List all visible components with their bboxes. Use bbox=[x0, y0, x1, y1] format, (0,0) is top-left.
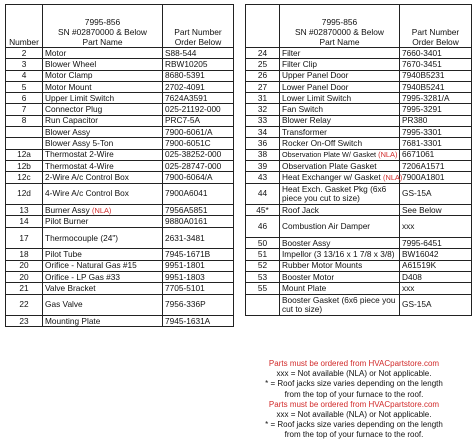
item-number: 25 bbox=[246, 59, 280, 70]
model-number: 7995-856 bbox=[84, 17, 121, 27]
item-number: 2 bbox=[6, 48, 43, 59]
left-parts-body bbox=[6, 5, 234, 327]
part-name-text: Upper Panel Door bbox=[282, 70, 349, 81]
part-number: 7940B5231 bbox=[400, 70, 472, 81]
part-name-text: Orifice - Natural Gas #15 bbox=[45, 260, 137, 271]
part-number: See Below bbox=[400, 205, 472, 216]
item-number: 12d bbox=[6, 183, 43, 205]
part-number: 6671061 bbox=[400, 149, 472, 160]
part-name-text: Upper Limit Switch bbox=[45, 92, 115, 103]
right-parts-body bbox=[246, 5, 472, 316]
part-name bbox=[43, 104, 163, 115]
part-name bbox=[43, 271, 163, 282]
part-name bbox=[43, 59, 163, 70]
part-name-text: Blower Assy 5-Ton bbox=[45, 138, 114, 149]
table-row bbox=[6, 48, 234, 59]
part-name bbox=[43, 294, 163, 316]
part-name bbox=[280, 294, 400, 316]
item-number: 44 bbox=[246, 183, 280, 205]
part-number: xxx bbox=[400, 216, 472, 238]
part-name-text: Heat Exchanger w/ Gasket bbox=[282, 171, 381, 182]
part-name bbox=[280, 138, 400, 149]
part-name bbox=[280, 249, 400, 260]
table-row bbox=[6, 260, 234, 271]
part-name-text: Fan Switch bbox=[282, 104, 324, 115]
part-number: 7206A1571 bbox=[400, 160, 472, 171]
part-name bbox=[43, 127, 163, 138]
part-number: RBW10205 bbox=[163, 59, 234, 70]
part-name bbox=[280, 183, 400, 205]
left-header-number bbox=[6, 5, 43, 48]
part-name bbox=[280, 205, 400, 216]
table-row bbox=[6, 227, 234, 249]
table-row bbox=[6, 205, 234, 216]
part-name-text: Mount Plate bbox=[282, 282, 327, 293]
part-name bbox=[43, 115, 163, 126]
model-number: 7995-856 bbox=[321, 17, 358, 27]
part-name-text: Impellor (3 13/16 x 1 7/8 x 3/8) bbox=[282, 248, 395, 259]
table-row bbox=[246, 160, 472, 171]
part-name bbox=[280, 149, 400, 160]
part-name-header: Part Name bbox=[319, 37, 360, 47]
table-row bbox=[6, 127, 234, 138]
nla-note: (NLA) bbox=[383, 172, 403, 182]
part-number: GS-15A bbox=[400, 183, 472, 205]
left-header-part-number bbox=[163, 5, 234, 48]
footer-roofjack-note: * = Roof jacks size varies depending on the length bbox=[265, 420, 443, 430]
part-name-text: Valve Bracket bbox=[45, 282, 96, 293]
part-name-text: Orifice - LP Gas #33 bbox=[45, 271, 121, 282]
item-number: 20 bbox=[6, 271, 43, 282]
part-number: 9951-1801 bbox=[163, 260, 234, 271]
part-number: 2631-3481 bbox=[163, 227, 234, 249]
footer-nla-note: xxx = Not available (NLA) or Not applicable. bbox=[276, 410, 432, 420]
part-name-text: Lower Limit Switch bbox=[282, 92, 352, 103]
table-row bbox=[246, 149, 472, 160]
part-name-text: Thermostat 4-Wire bbox=[45, 160, 114, 171]
table-row bbox=[246, 271, 472, 282]
part-number: 7900A1801 bbox=[400, 172, 472, 183]
item-number: 3 bbox=[6, 59, 43, 70]
part-number: 7670-3451 bbox=[400, 59, 472, 70]
part-name bbox=[280, 115, 400, 126]
item-number: 14 bbox=[6, 216, 43, 227]
table-row bbox=[246, 283, 472, 294]
item-number: 12b bbox=[6, 160, 43, 171]
item-number: 20 bbox=[6, 260, 43, 271]
part-name bbox=[43, 283, 163, 294]
part-name bbox=[43, 216, 163, 227]
part-name-text: Heat Exch. Gasket Pkg (6x6 piece you cut to size) bbox=[282, 184, 387, 203]
table-row bbox=[6, 294, 234, 316]
part-number: 7995-3301 bbox=[400, 127, 472, 138]
item-number bbox=[6, 127, 43, 138]
order-below-header: Order Below bbox=[412, 37, 459, 47]
part-number: S88-544 bbox=[163, 48, 234, 59]
part-name-text: 4-Wire A/c Control Box bbox=[45, 188, 129, 199]
part-number: 7900-6051C bbox=[163, 138, 234, 149]
item-number: 12c bbox=[6, 172, 43, 183]
part-name-text: Pilot Tube bbox=[45, 248, 82, 259]
footer-roofjack-note: * = Roof jacks size varies depending on the length bbox=[265, 379, 443, 389]
part-number: 7660-3401 bbox=[400, 48, 472, 59]
part-name bbox=[43, 227, 163, 249]
item-number: 23 bbox=[6, 316, 43, 327]
part-name-text: Gas Valve bbox=[45, 299, 83, 310]
table-row bbox=[246, 138, 472, 149]
part-name bbox=[280, 271, 400, 282]
part-number: BW16042 bbox=[400, 249, 472, 260]
part-name-text: Blower Wheel bbox=[45, 58, 97, 69]
table-row bbox=[246, 81, 472, 92]
table-row bbox=[246, 205, 472, 216]
item-number: 17 bbox=[6, 227, 43, 249]
item-number: 18 bbox=[6, 249, 43, 260]
part-number: PR380 bbox=[400, 115, 472, 126]
part-name bbox=[43, 205, 163, 216]
item-number: 32 bbox=[246, 104, 280, 115]
part-number: 7945-1631A bbox=[163, 316, 234, 327]
item-number: 6 bbox=[6, 93, 43, 104]
part-name bbox=[43, 138, 163, 149]
part-name bbox=[43, 149, 163, 160]
part-name-text: Booster Assy bbox=[282, 237, 331, 248]
part-name-text: Lower Panel Door bbox=[282, 81, 349, 92]
table-row bbox=[6, 249, 234, 260]
part-number: D408 bbox=[400, 271, 472, 282]
part-name-text: Rubber Motor Mounts bbox=[282, 260, 363, 271]
left-header-row bbox=[6, 5, 234, 48]
part-number: GS-15A bbox=[400, 294, 472, 316]
part-number: 7995-3281/A bbox=[400, 93, 472, 104]
part-number: 7956-336P bbox=[163, 294, 234, 316]
item-number: 55 bbox=[246, 283, 280, 294]
part-number: 7995-6451 bbox=[400, 238, 472, 249]
item-number: 34 bbox=[246, 127, 280, 138]
part-number: 7624A3591 bbox=[163, 93, 234, 104]
footer-notes bbox=[236, 359, 472, 441]
nla-note: (NLA) bbox=[92, 205, 112, 215]
table-row bbox=[6, 172, 234, 183]
serial-range: SN #02870000 & Below bbox=[58, 27, 147, 37]
table-row bbox=[246, 294, 472, 316]
part-name bbox=[43, 260, 163, 271]
table-row bbox=[6, 160, 234, 171]
part-name bbox=[280, 238, 400, 249]
right-header-row bbox=[246, 5, 472, 48]
item-number: 45* bbox=[246, 205, 280, 216]
part-name-text: Booster Gasket (6x6 piece you cut to size) bbox=[282, 295, 396, 314]
part-number-header: Part Number bbox=[174, 27, 222, 37]
table-row bbox=[6, 216, 234, 227]
part-name bbox=[280, 171, 403, 183]
part-name-header: Part Name bbox=[82, 37, 123, 47]
part-name bbox=[280, 260, 400, 271]
part-name-text: Transformer bbox=[282, 126, 327, 137]
table-row bbox=[246, 70, 472, 81]
table-row bbox=[246, 249, 472, 260]
part-name bbox=[43, 70, 163, 81]
left-parts-table bbox=[5, 4, 234, 327]
part-name bbox=[43, 316, 163, 327]
part-name bbox=[43, 172, 163, 183]
table-row bbox=[6, 104, 234, 115]
table-row bbox=[6, 283, 234, 294]
part-name-text: Run Capacitor bbox=[45, 115, 99, 126]
part-number: 7900A6041 bbox=[163, 183, 234, 205]
part-name bbox=[280, 104, 400, 115]
part-number: 7956A5851 bbox=[163, 205, 234, 216]
table-row bbox=[6, 70, 234, 81]
table-row bbox=[246, 115, 472, 126]
part-name-text: Blower Assy bbox=[45, 126, 91, 137]
item-number: 22 bbox=[6, 294, 43, 316]
part-name bbox=[43, 249, 163, 260]
part-name bbox=[280, 48, 400, 59]
part-number: 025-38252-000 bbox=[163, 149, 234, 160]
part-name-text: Booster Motor bbox=[282, 271, 335, 282]
table-row bbox=[6, 183, 234, 205]
table-row bbox=[246, 238, 472, 249]
item-number: 26 bbox=[246, 70, 280, 81]
part-number: 2702-4091 bbox=[163, 81, 234, 92]
part-name-text: Observation Plate Gasket bbox=[282, 160, 377, 171]
part-name-text: Motor Clamp bbox=[45, 70, 93, 81]
item-number: 53 bbox=[246, 271, 280, 282]
footer-nla-note: xxx = Not available (NLA) or Not applicable. bbox=[276, 369, 432, 379]
table-row bbox=[246, 93, 472, 104]
table-row bbox=[246, 48, 472, 59]
part-name-text: Filter Clip bbox=[282, 58, 318, 69]
table-row bbox=[6, 115, 234, 126]
item-number: 36 bbox=[246, 138, 280, 149]
part-name-text: Motor Mount bbox=[45, 81, 92, 92]
footer-roofjack-note-cont: from the top of your furnace to the roof. bbox=[284, 430, 424, 440]
part-name bbox=[280, 81, 400, 92]
footer-order-note: Parts must be ordered from HVACpartstore.com bbox=[268, 399, 440, 409]
item-number: 8 bbox=[6, 115, 43, 126]
table-row bbox=[246, 260, 472, 271]
item-number: 52 bbox=[246, 260, 280, 271]
item-number: 50 bbox=[246, 238, 280, 249]
number-header: Number bbox=[9, 37, 39, 47]
part-name bbox=[43, 81, 163, 92]
table-row bbox=[6, 316, 234, 327]
footer-roofjack-note-cont: from the top of your furnace to the roof. bbox=[284, 389, 424, 399]
part-number: 7900-6061/A bbox=[163, 127, 234, 138]
part-number: 025-21192-000 bbox=[163, 104, 234, 115]
part-name-text: Thermostat 2-Wire bbox=[45, 149, 114, 160]
serial-range: SN #02870000 & Below bbox=[295, 27, 384, 37]
table-row bbox=[246, 183, 472, 205]
part-number: 7995-3291 bbox=[400, 104, 472, 115]
part-number: A61519K bbox=[400, 260, 472, 271]
table-row bbox=[6, 59, 234, 70]
item-number: 5 bbox=[6, 81, 43, 92]
part-name-text: Roof Jack bbox=[282, 204, 319, 215]
item-number: 39 bbox=[246, 160, 280, 171]
part-number: 7705-5101 bbox=[163, 283, 234, 294]
part-name bbox=[280, 93, 400, 104]
part-number: 7900-6064/A bbox=[163, 172, 234, 183]
part-name-text: 2-Wire A/c Control Box bbox=[45, 171, 129, 182]
right-header-part-number bbox=[400, 5, 472, 48]
part-name bbox=[43, 93, 163, 104]
part-number: 8680-5391 bbox=[163, 70, 234, 81]
nla-note: (NLA) bbox=[378, 150, 398, 160]
item-number: 21 bbox=[6, 283, 43, 294]
right-header-part-name bbox=[280, 5, 400, 48]
left-header-part-name bbox=[43, 5, 163, 48]
part-name bbox=[43, 183, 163, 205]
right-parts-table bbox=[245, 4, 472, 316]
item-number: 13 bbox=[6, 205, 43, 216]
part-name bbox=[280, 160, 400, 171]
part-name-text: Thermocouple (24") bbox=[45, 232, 119, 243]
table-row bbox=[6, 271, 234, 282]
footer-order-note: Parts must be ordered from HVACpartstore.com bbox=[268, 359, 440, 368]
part-number: 9951-1803 bbox=[163, 271, 234, 282]
table-row bbox=[246, 59, 472, 70]
part-name-text: Combustion Air Damper bbox=[282, 221, 371, 232]
part-number: 9880A0161 bbox=[163, 216, 234, 227]
part-name bbox=[280, 216, 400, 238]
table-row bbox=[246, 216, 472, 238]
item-number: 12a bbox=[6, 149, 43, 160]
table-row bbox=[6, 138, 234, 149]
part-number: 025-28747-000 bbox=[163, 160, 234, 171]
table-row bbox=[6, 81, 234, 92]
part-name-text: Mounting Plate bbox=[45, 315, 101, 326]
item-number: 27 bbox=[246, 81, 280, 92]
part-name-text: Burner Assy bbox=[45, 204, 90, 215]
item-number: 51 bbox=[246, 249, 280, 260]
table-row bbox=[6, 93, 234, 104]
part-number: 7940B5241 bbox=[400, 81, 472, 92]
part-name-text: Motor bbox=[45, 47, 67, 58]
item-number bbox=[6, 138, 43, 149]
part-name bbox=[43, 48, 163, 59]
part-name-text: Observation Plate W/ Gasket bbox=[282, 150, 377, 160]
part-name bbox=[280, 127, 400, 138]
part-name-text: Blower Relay bbox=[282, 115, 331, 126]
part-number: xxx bbox=[400, 283, 472, 294]
item-number: 24 bbox=[246, 48, 280, 59]
item-number: 31 bbox=[246, 93, 280, 104]
part-name bbox=[280, 70, 400, 81]
part-name bbox=[43, 160, 163, 171]
item-number: 33 bbox=[246, 115, 280, 126]
part-name-text: Connector Plug bbox=[45, 104, 103, 115]
table-row bbox=[246, 172, 472, 183]
part-name-text: Pilot Burner bbox=[45, 216, 89, 227]
part-name bbox=[280, 59, 400, 70]
right-header-number bbox=[246, 5, 280, 48]
order-below-header: Order Below bbox=[174, 37, 222, 47]
part-number-header: Part Number bbox=[411, 27, 460, 37]
item-number: 4 bbox=[6, 70, 43, 81]
part-number: PRC7-5A bbox=[163, 115, 234, 126]
item-number: 43 bbox=[246, 172, 280, 183]
part-name bbox=[280, 283, 400, 294]
part-number: 7945-1671B bbox=[163, 249, 234, 260]
item-number: 38 bbox=[246, 149, 280, 160]
item-number bbox=[246, 294, 280, 316]
table-row bbox=[6, 149, 234, 160]
item-number: 7 bbox=[6, 104, 43, 115]
part-name-text: Rocker On-Off Switch bbox=[282, 138, 363, 149]
table-row bbox=[246, 104, 472, 115]
item-number: 46 bbox=[246, 216, 280, 238]
part-name-text: Filter bbox=[282, 47, 301, 58]
table-row bbox=[246, 127, 472, 138]
part-number: 7681-3301 bbox=[400, 138, 472, 149]
